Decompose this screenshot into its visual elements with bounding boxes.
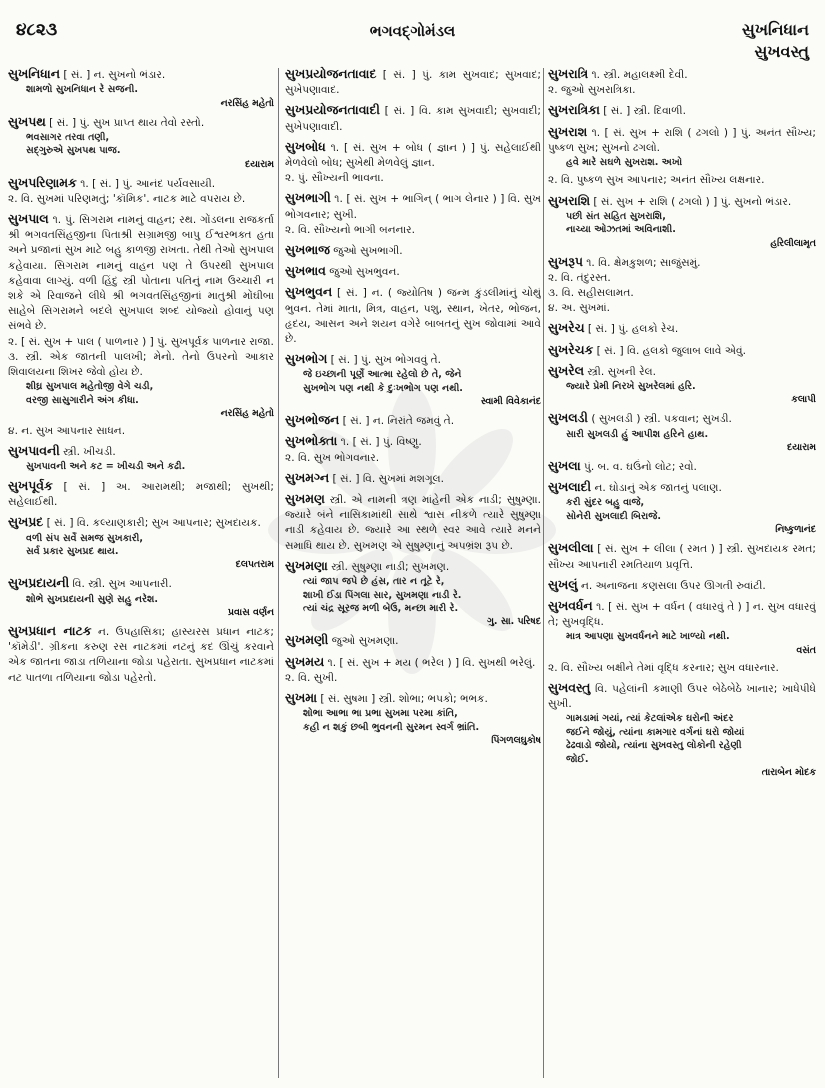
definition: જુઓ સુખમણા. (331, 635, 399, 648)
definition: ૨. વિ. પુષ્કળ સુખ આપનાર; અનંત સૌખ્ય લક્ષનાર. (548, 174, 765, 187)
dictionary-entry (548, 540, 816, 572)
dictionary-entry (548, 124, 816, 170)
dictionary-entry (548, 66, 816, 98)
dictionary-entry (285, 470, 541, 487)
dictionary-entry (285, 558, 541, 628)
definition: [ સં. ] વિ. કલ્યાણકારી; સુખ આપનાર; સુખદાયક. (46, 517, 261, 530)
quotation-line: નાચ્યા ઓઝતમાં અવિનાશી. (566, 224, 676, 236)
headword: સુખમા (285, 689, 318, 705)
definition: ૧. [ સં. ] પું. વિષ્ણુ. ૨. વિ. સુખ ભોગવનાર. (285, 436, 422, 464)
headword: સુખપરિણામક (8, 174, 77, 190)
definition: પું. બ. વ. ઘઉંનો લોટ; રવો. (584, 461, 697, 474)
dictionary-entry (8, 443, 274, 474)
dictionary-entry (8, 114, 274, 171)
dictionary-entry (285, 632, 541, 649)
dictionary-entry (285, 263, 541, 280)
quotation-line: કરી સુંદર બહુ વાજે, (566, 497, 645, 509)
quotation-line: ત્યાં ચંદ્ર સૂરજ મળી બેઉ, મન્છા મારી રે. (303, 602, 459, 614)
guide-word-last: સુખવસ્તુ (754, 42, 809, 61)
headword: સુખમણી (285, 632, 329, 648)
guide-word-first: સુખનિધાન (741, 20, 809, 39)
definition: [ સં. સુષમા ] સ્ત્રી. શોભા; ભપકો; ભભક. (320, 692, 488, 705)
dictionary-entry (285, 690, 541, 747)
definition: ૧. [ સં. સુખ + ભાગિન્ ( ભાગ લેનાર ) ] વિ. સુખ ભોગવનાર; સુખી. ૨. વિ. સૌખ્યનો ભાગી બનનાર. (285, 193, 541, 236)
dictionary-entry (548, 193, 816, 250)
headword: સુખરાત્રિ (548, 66, 589, 81)
dictionary-entry (548, 320, 816, 337)
definition: ૧. પું. સિગરામ નામનું વાહન; રથ. ગોંડલના રાજકર્તા શ્રી ભગવતસિંહજીના પિતાશ્રી સગ્રામજી બાપુ ઈશ્વરભક્ત હતા અને પ્રજાનાં સુખ માટે બહુ કાળજી રાખતા. તેથી તેઓ સુખપાલ કહેવાયા. સિગરામ નામનું વાહન પણ તે ઉપરથી સુખપાલ કહેવાવા લાગ્યું. વળી હિંદુ સ્ત્રી પોતાના પતિનું નામ ઉચ્ચારી ન શકે એ રિવાજને લીધે શ્રી ભગવતસિંહજીનાં માતુશ્રી મોંઘીબા સાહેબે સિગરામને બદલે સુખપાલ શબ્દ યોજ્યો હોવાનું પણ સંભવે છે. ૨. [ સં. સુખ + પાલ ( પાળનાર ) ] પું. સુખપૂર્વક પાળનાર રાજા. ૩. સ્ત્રી. એક જાતની પાલખી; મેનો. તેનો ઉપરનો આકાર શિવાલયના શિખર જેવો હોય છે. (8, 214, 274, 379)
quotation-source: દયારામ (787, 442, 816, 454)
headword: સુખરેલ (548, 362, 584, 378)
definition: [ સં. સુખ + લીલા ( રમત ) ] સ્ત્રી. સુખદાયક રમત; સૌખ્ય આપનારી રમતિયાળ પ્રવૃત્તિ. (548, 543, 816, 571)
quotation-line: કહી ન શકું છબી ભુવનની સુરમન સ્વર્ગ ભ્રાંતિ. (303, 721, 480, 733)
headword: સુખરેચક (548, 341, 594, 357)
quotation-line: ત્યાં જાપ જપે છે હંસ, તાર ન તૂટે રે, (303, 576, 445, 588)
headword: સુખલા (548, 458, 581, 474)
definition: [ સં. સુખ + રાશિ ( ઢગલો ) ] પું. સુખનો ભંડાર. (593, 195, 792, 208)
headword: સુખલું (548, 576, 578, 592)
dictionary-entry (548, 458, 816, 475)
headword: સુખરેચ (548, 320, 585, 336)
dictionary-entry (548, 661, 816, 676)
definition: [ સં. ] પું. સુખ ભોગવવું તે. (330, 354, 442, 367)
quotation-line: જઈને જોયું, ત્યાંના કામગાર વર્ગનાં ઘરો જોયાં (566, 726, 745, 738)
headword: સુખલડી (548, 410, 588, 426)
dictionary-entry (548, 577, 816, 594)
quotation-source: કલાપી (791, 394, 816, 406)
dictionary-entry (8, 211, 274, 420)
book-title: ભગવદ્ગોમંડલ (369, 22, 456, 40)
headword: સુખરાશિ (548, 192, 591, 208)
quotation-line: જોઈ. (566, 753, 589, 765)
dictionary-entry (285, 433, 541, 465)
quotation-line: સદ્ગુરુએ સુખપથ પાજ. (26, 145, 121, 157)
page-number: ૪૮૨૩ (16, 20, 58, 40)
dictionary-column-2 (285, 66, 541, 1084)
quotation-source: સ્વામી વિવેકાનંદ (480, 396, 541, 408)
headword: સુખપ્રદ (8, 514, 44, 530)
quotation-line: શામળો સુખનિધાન રે સજની. (26, 84, 138, 96)
quotation-source: ગુ. સા. પરિષદ (487, 616, 541, 628)
column-divider (543, 68, 544, 1078)
definition: ૧. વિ. ક્ષેમકુશળ; સાજુંસમું. ૨. વિ. તંદુરસ્ત. ૩. વિ. સહીસલામત. ૪. અ. સુખમાં. (548, 256, 701, 315)
definition: સ્ત્રી. ખીચડી. (63, 446, 116, 459)
dictionary-entry (8, 66, 274, 110)
quotation-line: શાખી ઈડા પિંગલા સાર, સુખમણા નાડી રે. (303, 589, 462, 601)
column-divider (278, 68, 279, 1078)
definition: [ સં. ] અ. આરામથી; મજાથી; સુખથી; સહેલાઈથી. (8, 480, 274, 509)
quotation-line: સુખપાવની અને કટ = ખીચડી અને કઢી. (26, 461, 186, 473)
headword: સુખપથ (8, 113, 46, 129)
quotation-line: શોભા આભા ભા પ્રભા સુખમા પરમા કાંતિ, (303, 708, 458, 720)
dictionary-column-3 (548, 66, 816, 1084)
dictionary-entry (285, 284, 541, 347)
headword: સુખરૂપ (548, 253, 583, 269)
dictionary-entry (548, 342, 816, 359)
definition: વિ. પહેલાંની કમાણી ઉપર બેઠેબેઠે ખાનાર; ખાધેપીધે સુખી. (548, 682, 816, 711)
dictionary-entry (285, 654, 541, 686)
quotation-line: માત્ર આપણા સુખવર્ધનને માટે ખાળ્યો નથી. (566, 631, 730, 643)
quotation-line: શીઘ્ર સુખપાલ મહેતોજી વેગે ચડી, (26, 381, 154, 393)
quotation-line: સોનેરી સુખલાદી બિરાજે. (566, 510, 661, 522)
headword: સુખમણ (285, 491, 325, 507)
quotation-source: વસંત (796, 644, 816, 656)
definition: ૧. [ સં. સુખ + વર્ધન ( વધારવું તે ) ] ન. સુખ વધારવું તે; સુખવૃદ્ધિ. (548, 600, 816, 629)
headword: સુખભાજ (285, 242, 330, 258)
dictionary-entry (285, 139, 541, 187)
definition: ન. અનાજના કણસલા ઉપર ઊગતી રુવાંટી. (580, 579, 766, 592)
headword: સુખબોધ (285, 138, 326, 154)
quotation-line: જે ઇચ્છાની પૂર્ણે આત્મા રહેલો છે તે, જેને (303, 369, 462, 381)
quotation-line: જ્યારે પ્રેમી નિરખે સુખરેલમાં હરિ. (566, 381, 696, 393)
definition: [ સં. ] પું. સુખ પ્રાપ્ત થાય તેવો રસ્તો. (49, 116, 205, 129)
quotation-line: વળી સંપ સર્વે સમજ સુખકારી, (26, 532, 144, 544)
dictionary-entry (548, 363, 816, 407)
quotation-source: તારાબેન મોદક (761, 766, 816, 778)
definition: સ્ત્રી. સુષુમ્ણા નાડી; સુખમણ. (331, 560, 450, 573)
headword: સુખપ્રયોજનતાવાદ (285, 66, 377, 81)
definition: ૧. સ્ત્રી. મહાલક્ષ્મી દેવી. ૨. જુઓ સુખરાત્રિકા. (548, 69, 688, 97)
dictionary-entry (548, 479, 816, 536)
quotation-line: સુખભોગ પણ નથી કે દુઃખભોગ પણ નથી. (303, 382, 463, 394)
definition: [ સં. ] વિ. હલકો જુલાબ લાવે એવું. (596, 344, 746, 357)
headword: સુખમગ્ન (285, 469, 330, 485)
headword: સુખભુવન (285, 284, 333, 300)
headword: સુખભોક્તા (285, 433, 338, 449)
definition: [ સં. ] સ્ત્રી. દિવાળી. (603, 105, 686, 118)
dictionary-entry (8, 424, 274, 439)
definition: ૧. [ સં. સુખ + મય ( ભરેલ ) ] વિ. સુખથી ભરેલું. ૨. વિ. સુખી. (285, 656, 536, 684)
headword: સુખપ્રદાયની (8, 575, 70, 591)
headword: સુખમય (285, 653, 325, 669)
headword: સુખપાલ (8, 211, 49, 227)
dictionary-entry (285, 351, 541, 408)
definition: ૧. [ સં. સુખ + રાશિ ( ઢગલો ) ] પું. અનંત સૌખ્ય; પુષ્કળ સુખ; સુખનો ઢગલો. (548, 126, 816, 154)
definition: જુઓ સુખભાગી. (333, 245, 403, 258)
dictionary-entry (285, 102, 541, 134)
definition: [ સં. ] ન. ( જ્યોતિષ ) જન્મ કુંડલીમાંનું ચોથું ભુવન. તેમાં માતા, મિત્ર, વાહન, પશુ, સ્થાન, ખેતર, ભોજન, હૃદય, આસન અને શયન વગેરે બાબતનું સુખ જોવામાં આવે છે. (285, 287, 541, 346)
quotation-source: દલપતરામ (235, 559, 274, 571)
dictionary-entry (285, 242, 541, 259)
definition: સ્ત્રી. એ નામની ત્રણ માંહેની એક નાડી; સુષુમ્ણા. જ્યારે બંને નાસિકામાંથી સાથે શ્વાસ નીકળે ત્યારે સુષુમ્ણા નાડી કહેવાય છે. જ્યારે આ સ્થળે સ્વર આવે ત્યારે મનને સમાધિ થાય છે. સુખમણ એ સુષુમ્ણાનું અપભ્રંશ રૂપ છે. (285, 494, 541, 552)
dictionary-entry (285, 412, 541, 429)
dictionary-entry (8, 575, 274, 619)
definition: [ સં. ] પું. હલકો રેચ. (587, 323, 679, 336)
quotation-source: નરસિંહ મહેતો (220, 97, 274, 109)
dictionary-entry (8, 478, 274, 510)
headword: સુખલાદી (548, 479, 592, 495)
headword: સુખપ્રધાન નાટક (8, 622, 92, 638)
definition: [ સં. ] ન. નિરાંતે જમવું તે. (342, 415, 455, 428)
definition: [ સં. ] વિ. સુખમાં મશગૂલ. (332, 472, 445, 485)
dictionary-entry (548, 410, 816, 454)
quotation-line: ભવસાગર તરવા તણી, (26, 131, 110, 143)
definition: જુઓ સુખભુવન. (329, 266, 400, 279)
quotation-line: ઢેઢવાડો જોયો, ત્યાંના સુખવસ્તુ લોકોની રહેણી (566, 740, 742, 752)
dictionary-entry (548, 102, 816, 119)
headword: સુખપાવની (8, 443, 60, 459)
quotation-source: નિષ્કુળાનંદ (775, 524, 816, 536)
quotation-line: સારી સુખલડી હું આપીશ હરિને હાથ. (566, 428, 709, 440)
quotation-source: દયારામ (245, 158, 274, 170)
definition: સ્ત્રી. સુખની રેલ. (587, 365, 657, 378)
definition: ન. ઉપહાસિકા; હાસ્યરસ પ્રધાન નાટક; 'કૉમેડી'. ગ્રીકના કરુણ રસ નાટકમાં નટનું કદ ઊંચું કરવાને એક જાતના જાડા તળિયાના જોડા પહેરાતા. સુખપ્રધાન નાટકમાં નટ પાતળા તળિયાના જોડા પહેરતો. (8, 625, 274, 684)
page-header (0, 0, 825, 66)
headword: સુખપૂર્વક (8, 477, 53, 493)
dictionary-entry (285, 66, 541, 98)
dictionary-entry (285, 190, 541, 238)
quotation-source: નરસિંહ મહેતો (220, 408, 274, 420)
headword: સુખરાશ (548, 123, 588, 139)
headword: સુખભાગી (285, 190, 331, 206)
quotation-source: હરિલીલામૃત (770, 237, 816, 249)
definition: ( સુખલડી ) સ્ત્રી. પકવાન; સુખડી. (591, 413, 732, 426)
dictionary-column-1 (8, 66, 274, 1084)
quotation-line: હવે મારે સઘળે સુખરાશ. અખો (566, 157, 683, 169)
quotation-line: પછી સંત સહિત સુખરાશિ, (566, 210, 666, 222)
definition: [ સં. ] વિ. કામ સુખવાદી; સુખવાદી; સુખેપણાવાદી. (285, 105, 541, 133)
dictionary-entry (8, 175, 274, 207)
dictionary-entry (8, 514, 274, 571)
headword: સુખવર્ધન (548, 597, 593, 613)
dictionary-entry (285, 491, 541, 554)
headword: સુખભોગ (285, 351, 328, 367)
dictionary-entry (8, 623, 274, 686)
quotation-line: શોભે સુખપ્રદાયની સુણે સહુ નરેશ. (26, 593, 159, 605)
definition: ૧. [ સં. ] પું. આનંદ પર્યવસાયી. ૨. વિ. સુખમાં પરિણમતું; 'કૉમિક'. નાટક માટે વપરાય છે. (8, 177, 246, 205)
headword: સુખપ્રયોજનતાવાદી (285, 102, 380, 118)
quotation-source: પિંગળલઘુકોષ (491, 734, 541, 746)
dictionary-entry (548, 173, 816, 188)
quotation-line: ગામડામાં ગયાં, ત્યાં કેટલાંએક ઘરોની અંદર (566, 713, 734, 725)
dictionary-entry (548, 680, 816, 779)
dictionary-entry (548, 598, 816, 657)
dictionary-entry (548, 254, 816, 317)
headword: સુખભોજન (285, 412, 340, 428)
headword: સુખભાવ (285, 263, 326, 279)
headword: સુખલીલા (548, 540, 594, 556)
headword: સુખવસ્તુ (548, 679, 591, 695)
definition: વિ. સ્ત્રી. સુખ આપનારી. (72, 578, 172, 591)
definition: [ સં. ] ન. સુખનો ભંડાર. (63, 69, 166, 81)
definition: ૨. વિ. સૌખ્ય બક્ષીને તેમાં વૃદ્ધિ કરનાર; સુખ વધારનાર. (548, 661, 779, 674)
definition: ૧. [ સં. સુખ + બોધ ( જ્ઞાન ) ] પું. સહેલાઈથી મેળવેલો બોધ; સુખેથી મેળવેલું જ્ઞાન. ૨. પું. સૌખ્યની ભાવના. (285, 141, 541, 185)
headword: સુખરાત્રિકા (548, 102, 600, 118)
quotation-line: સર્વ પ્રકાર સુખપ્રદ થાય. (26, 545, 119, 557)
definition: [ સં. ] પું. કામ સુખવાદ; સુખવાદ; સુખેપણાવાદ. (285, 69, 541, 97)
definition: ન. ઘોડાનું એક જાતનું પલાણ. (594, 482, 722, 495)
headword: સુખમણા (285, 557, 328, 573)
quotation-line: વરજી સાસુગારીને અંગ કીધા. (26, 394, 139, 406)
headword: સુખનિધાન (8, 66, 60, 81)
definition: ૪. ન. સુખ આપનાર સાધન. (8, 425, 126, 438)
quotation-source: પ્રવાસ વર્ણન (227, 606, 274, 618)
